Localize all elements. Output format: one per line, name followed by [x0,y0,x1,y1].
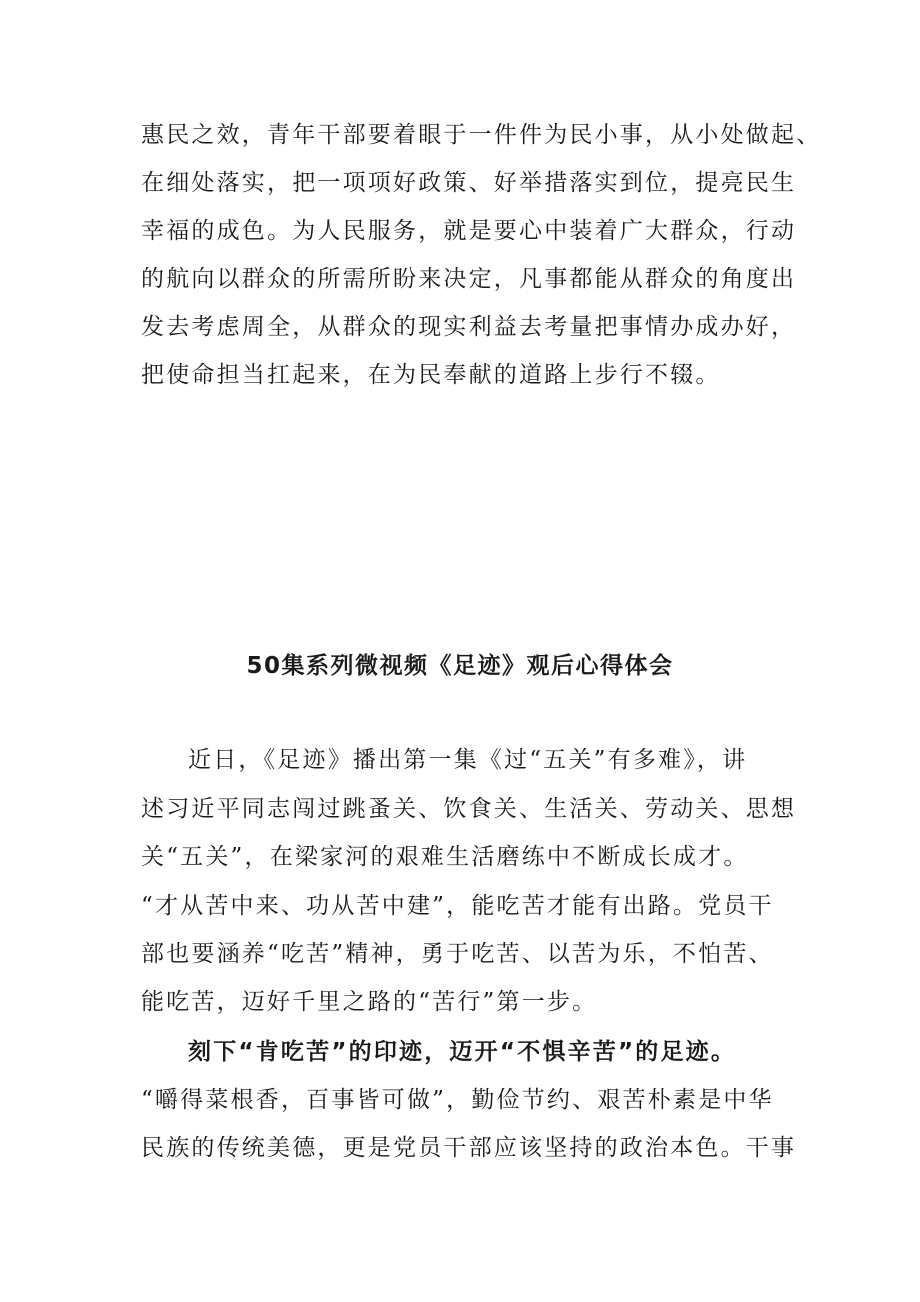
paragraph-line: 关“五关”，在梁家河的艰难生活磨练中不断成长成才。 [141,844,749,870]
paragraph-line: 民族的传统美德，更是党员干部应该坚持的政治本色。干事 [141,1135,797,1161]
paragraph-line: 发去考虑周全，从群众的现实利益去考量把事情办成办好， [141,314,797,340]
paragraph-line: 能吃苦，迈好千里之路的“苦行”第一步。 [141,989,598,1015]
paragraph-line: 述习近平同志闯过跳蚤关、饮食关、生活关、劳动关、思想 [141,796,797,822]
article-title: 50集系列微视频《足迹》观后心得体会 [246,653,674,679]
paragraph-line: 在细处落实，把一项项好政策、好举措落实到位，提亮民生 [141,170,797,196]
paragraph-line: 近日，《足迹》播出第一集《过“五关”有多难》，讲 [188,747,748,773]
paragraph-line: 的航向以群众的所需所盼来决定，凡事都能从群众的角度出 [141,266,797,292]
paragraph-line: 部也要涵养“吃苦”精神，勇于吃苦、以苦为乐，不怕苦、 [141,941,774,967]
paragraph-line: 幸福的成色。为人民服务，就是要心中装着广大群众，行动 [141,218,797,244]
section-heading: 刻下“肯吃苦”的印迹，迈开“不惧辛苦”的足迹。 [188,1039,737,1065]
paragraph-line: “嚼得菜根香，百事皆可做”，勤俭节约、艰苦朴素是中华 [141,1087,774,1113]
paragraph-line: 把使命担当扛起来，在为民奉献的道路上步行不辍。 [141,362,721,388]
paragraph-line: 惠民之效，青年干部要着眼于一件件为民小事，从小处做起、 [141,122,822,148]
paragraph-line: “才从苦中来、功从苦中建”，能吃苦才能有出路。党员干 [141,893,774,919]
